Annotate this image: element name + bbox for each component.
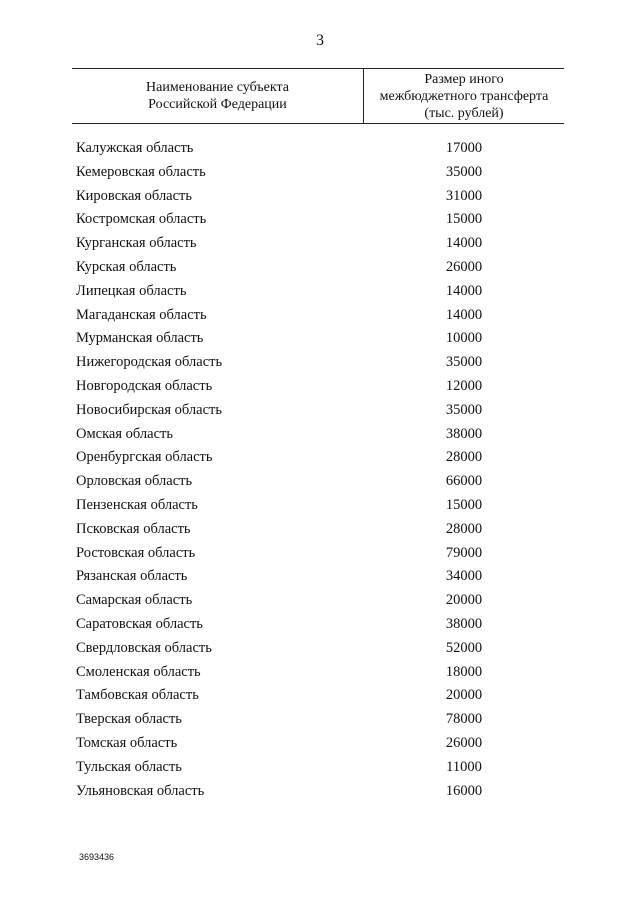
transfer-amount: 31000 xyxy=(445,187,483,204)
region-name: Калужская область xyxy=(76,140,194,156)
table-row xyxy=(0,637,640,661)
document-code: 3693436 xyxy=(79,852,115,862)
region-name: Саратовская область xyxy=(76,615,203,632)
region-name: Тульская область xyxy=(76,758,182,775)
table-row xyxy=(0,661,640,685)
transfer-amount: 16000 xyxy=(445,782,483,799)
region-name: Тамбовская область xyxy=(76,687,199,704)
table-header xyxy=(72,68,564,124)
transfer-amount: 14000 xyxy=(445,306,483,323)
transfer-amount: 14000 xyxy=(445,282,483,299)
region-name: Самарская область xyxy=(76,592,193,609)
region-name: Свердловская область xyxy=(76,639,212,656)
table-body xyxy=(0,137,640,803)
region-name: Псковская область xyxy=(76,520,191,537)
table-row xyxy=(0,185,640,209)
table-row xyxy=(0,256,640,280)
transfer-amount: 28000 xyxy=(445,520,483,537)
table-row xyxy=(0,518,640,542)
table-row xyxy=(0,423,640,447)
region-name: Кемеровская область xyxy=(76,163,206,180)
table-row xyxy=(0,161,640,185)
table-row xyxy=(0,351,640,375)
column-header-region: Наименование субъекта Российской Федерации xyxy=(146,80,289,112)
region-name: Смоленская область xyxy=(76,663,201,680)
table-row xyxy=(0,446,640,470)
transfer-amount: 20000 xyxy=(445,687,483,704)
table-row xyxy=(0,732,640,756)
region-name: Ростовская область xyxy=(76,544,196,561)
region-name: Оренбургская область xyxy=(76,449,213,466)
transfer-amount: 12000 xyxy=(445,377,483,394)
transfer-amount: 26000 xyxy=(445,734,483,751)
table-row xyxy=(0,327,640,351)
transfer-amount: 20000 xyxy=(445,592,483,609)
transfer-amount: 78000 xyxy=(445,711,483,728)
region-name: Пензенская область xyxy=(76,496,198,513)
transfer-amount: 35000 xyxy=(445,401,483,418)
region-name: Ульяновская область xyxy=(76,782,205,799)
table-row xyxy=(0,470,640,494)
region-name: Магаданская область xyxy=(76,306,207,323)
region-name: Томская область xyxy=(76,734,178,751)
table-row xyxy=(0,208,640,232)
table-row xyxy=(0,684,640,708)
region-name: Мурманская область xyxy=(76,330,204,347)
transfer-amount: 66000 xyxy=(445,473,483,490)
table-row xyxy=(0,613,640,637)
region-name: Омская область xyxy=(76,425,173,442)
transfer-amount: 35000 xyxy=(445,163,483,180)
region-name: Орловская область xyxy=(76,473,193,490)
table-row xyxy=(0,708,640,732)
transfer-amount: 52000 xyxy=(445,639,483,656)
transfer-amount: 10000 xyxy=(445,330,483,347)
transfer-amount: 11000 xyxy=(446,758,482,775)
table-row xyxy=(0,780,640,804)
region-name: Новгородская область xyxy=(76,377,213,394)
transfer-amount: 15000 xyxy=(445,211,483,228)
column-header-amount: Размер иного межбюджетного трансферта (тыс. рублей) xyxy=(379,71,549,121)
table-row xyxy=(0,304,640,328)
table-row xyxy=(0,375,640,399)
table-row xyxy=(0,494,640,518)
table-row xyxy=(0,589,640,613)
table-row xyxy=(0,756,640,780)
region-name: Нижегородская область xyxy=(76,354,223,371)
transfer-amount: 38000 xyxy=(445,615,483,632)
transfer-amount: 17000 xyxy=(445,140,483,156)
table-row xyxy=(0,280,640,304)
region-name: Рязанская область xyxy=(76,568,188,585)
transfer-amount: 26000 xyxy=(445,258,483,275)
region-name: Курганская область xyxy=(76,235,197,252)
region-name: Новосибирская область xyxy=(76,401,222,418)
transfer-amount: 79000 xyxy=(445,544,483,561)
transfer-amount: 34000 xyxy=(445,568,483,585)
table-row xyxy=(0,137,640,161)
transfer-amount: 15000 xyxy=(445,496,483,513)
table-row xyxy=(0,542,640,566)
region-name: Курская область xyxy=(76,258,177,275)
region-name: Липецкая область xyxy=(76,282,187,299)
transfer-amount: 18000 xyxy=(445,663,483,680)
region-name: Тверская область xyxy=(76,711,182,728)
transfer-amount: 28000 xyxy=(445,449,483,466)
transfer-amount: 35000 xyxy=(445,354,483,371)
region-name: Кировская область xyxy=(76,187,193,204)
page-number: 3 xyxy=(316,32,324,49)
table-row xyxy=(0,399,640,423)
table-row xyxy=(0,565,640,589)
region-name: Костромская область xyxy=(76,211,207,228)
table-row xyxy=(0,232,640,256)
transfer-amount: 38000 xyxy=(445,425,483,442)
transfer-amount: 14000 xyxy=(445,235,483,252)
